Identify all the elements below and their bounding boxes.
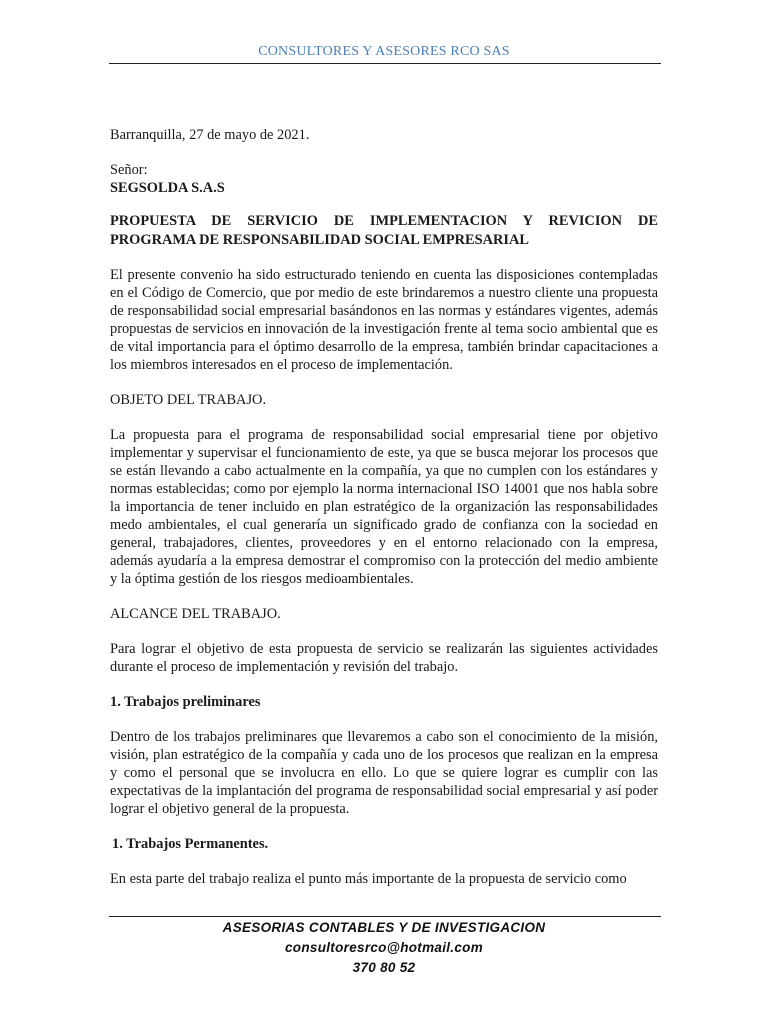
letter-body (110, 126, 658, 888)
header-divider (109, 63, 661, 64)
intro-paragraph: El presente convenio ha sido estructurado teniendo en cuenta las disposiciones contempladas en el Código de Comercio, que por medio de este brindaremos a nuestro cliente una propuesta de responsabilidad social empresarial basándonos en las normas y estándares vigentes, además propuestas de servicios en innovación de la investigación frente al tema socio ambiental que es de vital importancia para el óptimo desarrollo de la empresa, también brindar capacitaciones a los miembros interesados en el proceso de implementación. (110, 267, 658, 373)
recipient-name: SEGSOLDA S.A.S (110, 180, 225, 196)
footer-email: consultoresrco@hotmail.com (285, 940, 483, 955)
proposal-title: PROPUESTA DE SERVICIO DE IMPLEMENTACION Y REVICION DE PROGRAMA DE RESPONSABILIDAD SOCIAL EMPRESARIAL (110, 213, 658, 248)
salutation: Señor: (110, 162, 148, 178)
footer-tagline: ASESORIAS CONTABLES Y DE INVESTIGACION (222, 920, 546, 935)
section-heading-permanent: 1. Trabajos Permanentes. (112, 836, 269, 852)
footer-divider (109, 916, 661, 917)
section-heading-preliminary: 1. Trabajos preliminares (110, 694, 261, 710)
footer (0, 918, 768, 978)
scope-paragraph: Para lograr el objetivo de esta propuesta de servicio se realizarán las siguientes actividades durante el proceso de implementación y revisión del trabajo. (110, 641, 658, 675)
letterhead-company-name: CONSULTORES Y ASESORES RCO SAS (258, 44, 510, 59)
section-paragraph-preliminary: Dentro de los trabajos preliminares que llevaremos a cabo son el conocimiento de la misión, visión, plan estratégico de la compañía y cada uno de los procesos que realizan en la empresa y como el personal que se involucra en ello. Lo que se quiere lograr es cumplir con las expectativas de la implantación del programa de responsabilidad social empresarial y así poder lograr el objetivo general de la propuesta. (110, 729, 658, 817)
objective-paragraph: La propuesta para el programa de responsabilidad social empresarial tiene por objetivo implementar y supervisar el funcionamiento de este, ya que se busca mejorar los procesos que se están llevando a cabo actualmente en la compañía, ya que no cumplen con los estándares y normas establecidas; como por ejemplo la norma internacional ISO 14001 que nos habla sobre la importancia de tener incluido en plan estratégico de la organización las responsabilidades medo ambientales, el cual generaría un significado grado de confianza con la sociedad en general, trabajadores, clientes, proveedores y en el entorno relacionado con la empresa, además ayudaría a la empresa demostrar el compromiso con la protección del medio ambiente y la óptima gestión de los riesgos medioambientales. (110, 427, 658, 587)
objective-heading: OBJETO DEL TRABAJO. (110, 392, 267, 408)
footer-phone: 370 80 52 (352, 960, 416, 975)
date-line: Barranquilla, 27 de mayo de 2021. (110, 127, 310, 143)
section-paragraph-permanent: En esta parte del trabajo realiza el punto más importante de la propuesta de servicio como (110, 871, 627, 887)
scope-heading: ALCANCE DEL TRABAJO. (110, 606, 281, 622)
